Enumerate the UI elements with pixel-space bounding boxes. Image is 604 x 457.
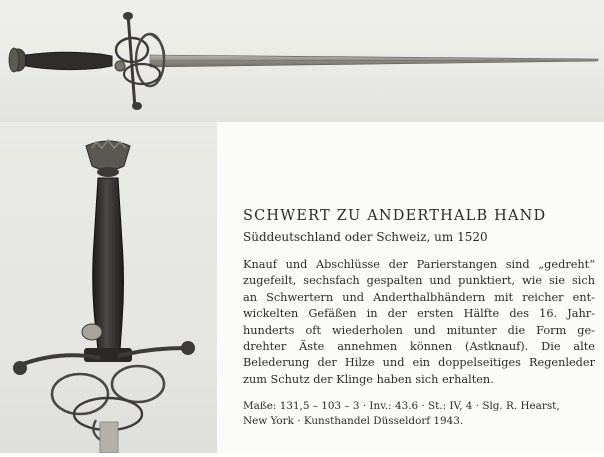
metadata-line: New York · Kunsthandel Düsseldorf 1943.	[243, 414, 464, 427]
entry-subtitle: Süddeutschland oder Schweiz, um 1520	[243, 230, 488, 244]
description-line: zugefeilt, sechsfach gespalten und punktiert, wie sie sich	[243, 274, 595, 288]
entry-title: SCHWERT ZU ANDERTHALB HAND	[243, 208, 547, 224]
description-line: drehter Äste annehmen können (Astknauf). Die alte	[243, 340, 595, 354]
hilt-detail-photo	[0, 122, 217, 453]
description-line: Belederung der Hilze und ein doppelseitiges Regenleder	[243, 356, 595, 370]
description-line: wickelten Gefäßen in der ersten Hälfte des 16. Jahr-	[243, 307, 595, 321]
full-sword-photo	[0, 0, 604, 122]
metadata-line: Maße: 131,5 – 103 – 3 · Inv.: 43.6 · St.: IV, 4 · Slg. R. Hearst,	[243, 400, 560, 413]
description-line: zum Schutz der Klinge haben sich erhalten.	[243, 372, 494, 386]
entry-description	[243, 257, 595, 388]
description-line: an Schwertern und Anderthalbhändern mit reicher ent-	[243, 290, 595, 304]
description-line: hunderts oft wiederholen und mitunter die Form ge-	[243, 323, 595, 337]
catalog-entry	[243, 208, 595, 428]
description-line: Knauf und Abschlüsse der Parierstangen sind „gedreht“	[243, 258, 595, 271]
entry-metadata	[243, 399, 595, 428]
sword-horizontal-illustration	[0, 0, 604, 122]
hilt-vertical-illustration	[0, 122, 217, 453]
